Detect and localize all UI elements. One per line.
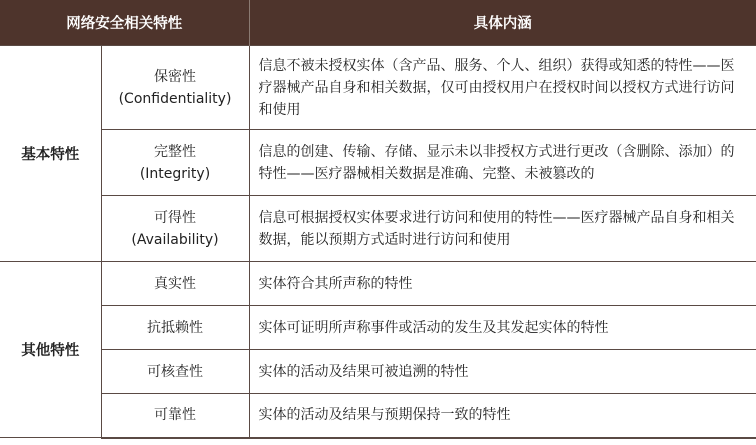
property-description: 实体可证明所声称事件或活动的发生及其发起实体的特性 bbox=[249, 306, 756, 350]
property-description: 实体的活动及结果与预期保持一致的特性 bbox=[249, 394, 756, 438]
property-cell bbox=[101, 130, 249, 196]
property-name: 可靠性 bbox=[101, 394, 249, 438]
group-label-basic: 基本特性 bbox=[0, 46, 101, 262]
header-security-properties: 网络安全相关特性 bbox=[0, 0, 249, 46]
property-english: (Integrity) bbox=[139, 165, 211, 182]
property-name: 抗抵赖性 bbox=[101, 306, 249, 350]
property-name: 可得性 bbox=[154, 209, 196, 226]
property-english: (Availability) bbox=[131, 231, 219, 248]
table-row bbox=[0, 394, 756, 438]
property-description: 实体符合其所声称的特性 bbox=[249, 262, 756, 306]
property-name: 完整性 bbox=[154, 143, 196, 160]
table-row bbox=[0, 262, 756, 306]
table-row bbox=[0, 350, 756, 394]
property-cell bbox=[101, 196, 249, 262]
property-description: 信息可根据授权实体要求进行访问和使用的特性——医疗器械产品自身和相关数据，能以预期方式适时进行访问和使用 bbox=[249, 196, 756, 262]
table-row bbox=[0, 306, 756, 350]
property-description: 实体的活动及结果可被追溯的特性 bbox=[249, 350, 756, 394]
property-description: 信息不被未授权实体（含产品、服务、个人、组织）获得或知悉的特性——医疗器械产品自身和相关数据，仅可由授权用户在授权时间以授权方式进行访问和使用 bbox=[249, 46, 756, 130]
property-name: 可核查性 bbox=[101, 350, 249, 394]
property-description: 信息的创建、传输、存储、显示未以非授权方式进行更改（含删除、添加）的特性——医疗器械相关数据是准确、完整、未被篡改的 bbox=[249, 130, 756, 196]
table-row bbox=[0, 46, 756, 130]
property-cell bbox=[101, 46, 249, 130]
group-label-other: 其他特性 bbox=[0, 262, 101, 438]
property-english: (Confidentiality) bbox=[118, 90, 232, 107]
property-name: 真实性 bbox=[101, 262, 249, 306]
header-specific-meaning: 具体内涵 bbox=[249, 0, 756, 46]
table-header-row bbox=[0, 0, 756, 46]
table-row bbox=[0, 130, 756, 196]
table-row bbox=[0, 196, 756, 262]
property-name: 保密性 bbox=[154, 68, 196, 85]
